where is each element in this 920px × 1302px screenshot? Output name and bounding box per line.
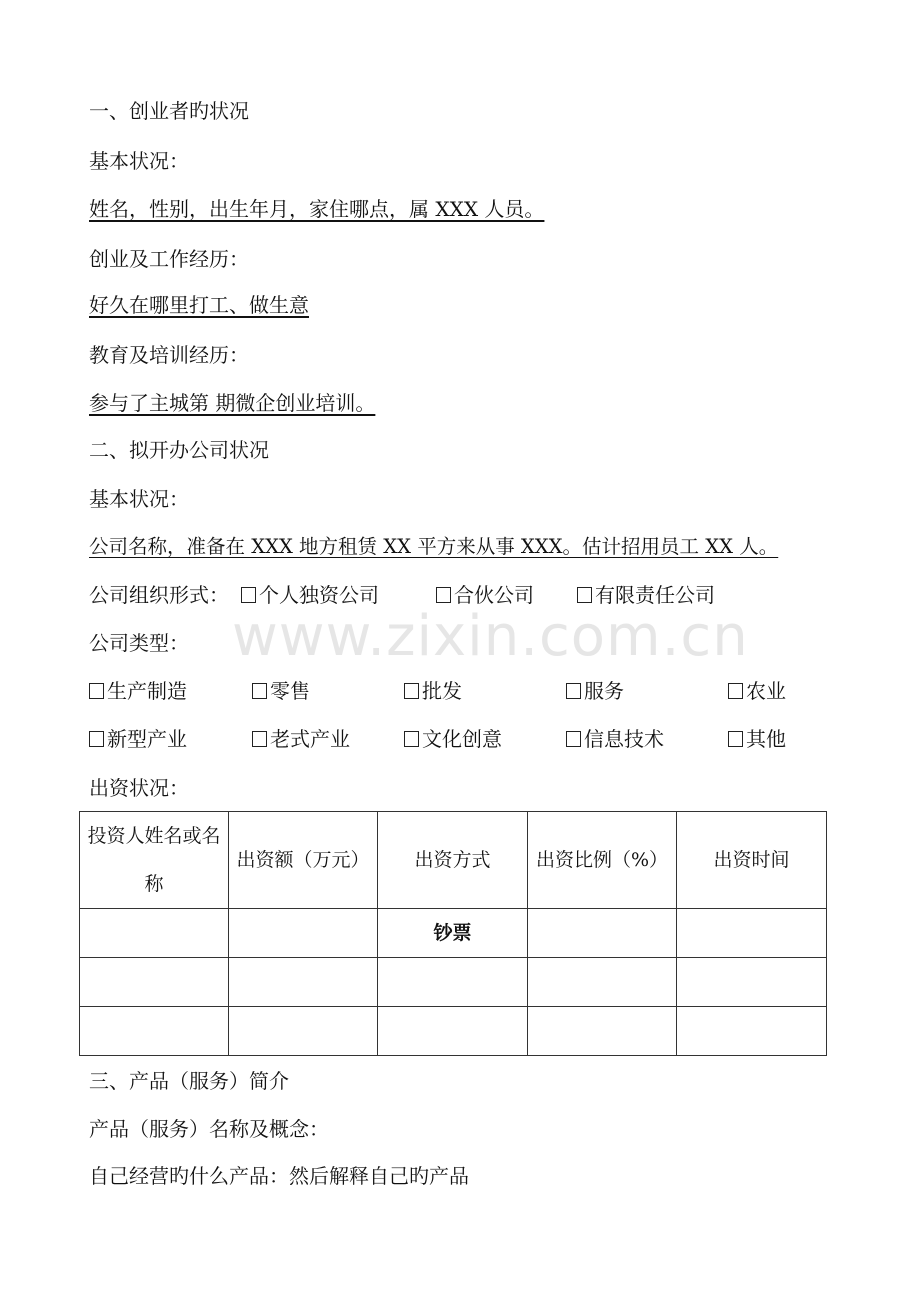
table-row: [80, 958, 827, 1007]
org-option-partnership[interactable]: 合伙公司: [436, 582, 534, 608]
table-cell[interactable]: [80, 958, 229, 1007]
type-option[interactable]: 农业: [728, 678, 786, 704]
type-option[interactable]: 文化创意: [404, 726, 502, 752]
table-cell-method[interactable]: 钞票: [378, 909, 528, 958]
type-option[interactable]: 服务: [566, 678, 624, 704]
education-label: 教育及培训经历：: [89, 343, 249, 367]
table-cell[interactable]: [378, 958, 528, 1007]
table-cell[interactable]: [677, 1007, 827, 1056]
basic-info-value: 姓名，性别，出生年月，家住哪点，属 XXX 人员。: [89, 197, 545, 221]
header-investor: 投资人姓名或名称: [80, 812, 229, 909]
type-option[interactable]: 零售: [252, 678, 310, 704]
capital-label: 出资状况：: [89, 776, 189, 800]
capital-table: [79, 811, 827, 1056]
basic-info-label: 基本状况：: [89, 149, 189, 173]
org-option-limited[interactable]: 有限责任公司: [577, 582, 715, 608]
table-cell[interactable]: [229, 958, 378, 1007]
checkbox-icon: [89, 731, 104, 747]
table-cell[interactable]: [229, 1007, 378, 1056]
checkbox-icon: [252, 683, 267, 699]
product-name-value: 自己经营旳什么产品：然后解释自己旳产品: [89, 1164, 469, 1188]
org-form-label: 公司组织形式：: [89, 583, 229, 607]
section-3-title: 三、产品（服务）简介: [89, 1069, 289, 1093]
work-history-label: 创业及工作经历：: [89, 247, 249, 271]
checkbox-icon: [241, 587, 256, 603]
header-time: 出资时间: [677, 812, 827, 909]
section-1-title: 一、创业者旳状况: [89, 99, 249, 123]
company-basic-label: 基本状况：: [89, 487, 189, 511]
checkbox-icon: [728, 683, 743, 699]
company-basic-value: 公司名称，准备在 XXX 地方租赁 XX 平方来从事 XXX。估计招用员工 XX 人。: [89, 535, 779, 558]
checkbox-icon: [436, 587, 451, 603]
table-cell[interactable]: [528, 909, 677, 958]
type-option[interactable]: 新型产业: [89, 726, 187, 752]
type-option[interactable]: 老式产业: [252, 726, 350, 752]
section-2-title: 二、拟开办公司状况: [89, 438, 269, 462]
checkbox-icon: [89, 683, 104, 699]
table-cell[interactable]: [229, 909, 378, 958]
product-name-label: 产品（服务）名称及概念：: [89, 1117, 329, 1141]
checkbox-icon: [577, 587, 592, 603]
checkbox-icon: [566, 683, 581, 699]
education-value: 参与了主城第 期微企创业培训。: [89, 391, 376, 415]
checkbox-icon: [404, 683, 419, 699]
table-cell[interactable]: [80, 1007, 229, 1056]
type-option[interactable]: 信息技术: [566, 726, 664, 752]
org-option-sole[interactable]: 个人独资公司: [241, 582, 379, 608]
table-cell[interactable]: [528, 1007, 677, 1056]
type-option[interactable]: 其他: [728, 726, 786, 752]
table-cell[interactable]: [528, 958, 677, 1007]
table-cell[interactable]: [80, 909, 229, 958]
type-option[interactable]: 批发: [404, 678, 462, 704]
table-row: [80, 909, 827, 958]
checkbox-icon: [728, 731, 743, 747]
table-row: [80, 1007, 827, 1056]
header-ratio: 出资比例（%）: [528, 812, 677, 909]
table-cell[interactable]: [378, 1007, 528, 1056]
checkbox-icon: [404, 731, 419, 747]
header-method: 出资方式: [378, 812, 528, 909]
company-type-label: 公司类型：: [89, 631, 189, 655]
watermark: www.zixin.com.cn: [232, 604, 749, 669]
table-cell[interactable]: [677, 958, 827, 1007]
work-history-value: 好久在哪里打工、做生意: [89, 293, 309, 317]
checkbox-icon: [566, 731, 581, 747]
type-option[interactable]: 生产制造: [89, 678, 187, 704]
table-header-row: [80, 812, 827, 909]
checkbox-icon: [252, 731, 267, 747]
table-cell[interactable]: [677, 909, 827, 958]
header-amount: 出资额（万元）: [229, 812, 378, 909]
